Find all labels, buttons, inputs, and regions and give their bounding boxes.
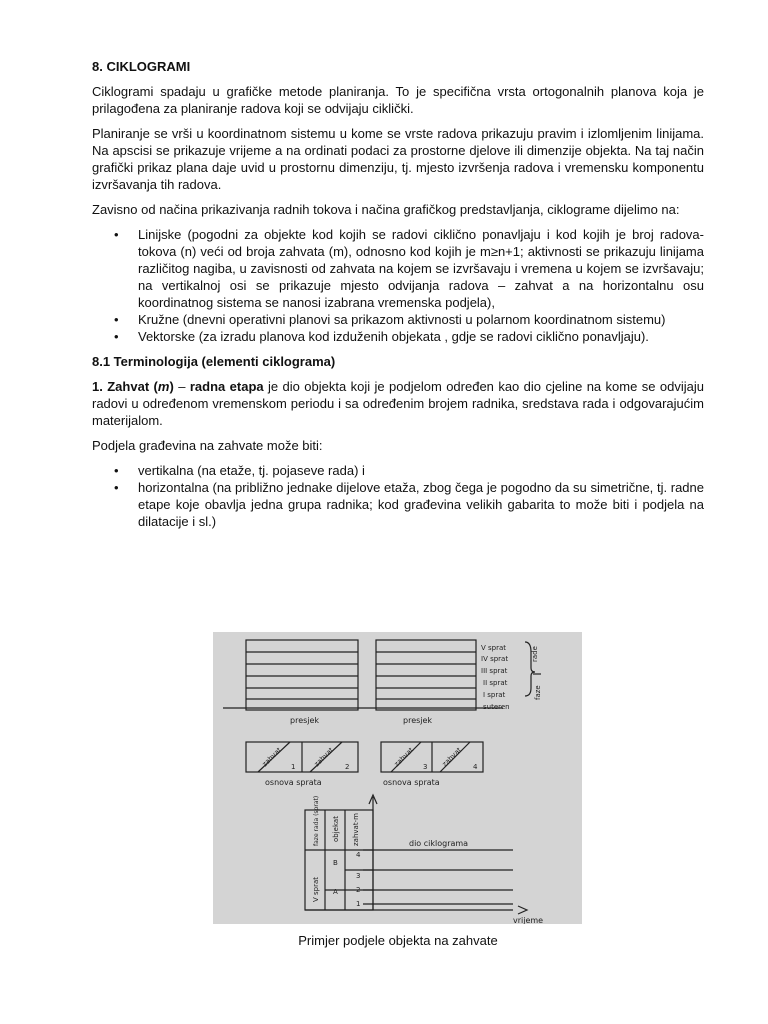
plan-number: 2	[345, 763, 350, 771]
row-number: 3	[356, 872, 361, 880]
osnova-label-right: osnova sprata	[383, 778, 440, 787]
definition-zahvat: 1. Zahvat (m) – radna etapa je dio objekta koji je podjelom određen kao dio cjeline na kome se odvijaju radovi u određenom vremenskom periodu i sa određenim brojem radnika, sredstava rada i odgovarajućim materijalom.	[92, 379, 704, 428]
row-number: 4	[356, 851, 361, 859]
floor-label: III sprat	[481, 667, 508, 675]
zahvat-label: zahvat	[440, 746, 464, 769]
list-item: • Kružne (dnevni operativni planovi sa prikazom aktivnosti u polarnom koordinatnom sistemu)	[114, 312, 666, 327]
zahvat-label: zahvat	[312, 746, 336, 769]
vrijeme-label: vrijeme	[513, 916, 544, 924]
section-heading: 8. CIKLOGRAMI	[92, 59, 191, 74]
faze-label: faze	[534, 685, 542, 700]
subsection-heading: 8.1 Terminologija (elementi ciklograma)	[92, 354, 336, 369]
figure-drawing	[213, 632, 582, 924]
ciklogram-types-list	[92, 226, 704, 345]
presjek-label-left: presjek	[290, 716, 320, 725]
plan-number: 4	[473, 763, 478, 771]
column-header: faze rada (sprat)	[313, 795, 320, 846]
osnova-label-left: osnova sprata	[265, 778, 322, 787]
floor-label: suteren	[483, 703, 510, 711]
zahvat-label: zahvat	[392, 746, 416, 769]
plan-number: 1	[291, 763, 296, 771]
floor-label: V sprat	[481, 644, 507, 652]
floor-label: IV sprat	[481, 655, 509, 663]
presjek-label-right: presjek	[403, 716, 433, 725]
row-number: 2	[356, 886, 361, 894]
list-item: • horizontalna (na približno jednake dijelove etaža, zbog čega je pogodno da su simetrične, tj. radne etape koje obavlja jedna grupa radnika; kod građevina velikih gabarita to može biti i podjela na dilatacije i sl.)	[114, 480, 704, 529]
list-item: • Linijske (pogodni za objekte kod kojih se radovi ciklično ponavljaju i kod kojih je broj radova-tokova (n) veći od broja zahvata (m), odnosno kod kojih je m≥n+1; aktivnosti se prikazuju linijama različitog nagiba, u zavisnosti od zahvata na kojem se izvršavaju i vremena u kojem se izvršavaju; na vertikalnoj osi se prikazuje mjesto odvijanja radova – zahvat a na horizontalnu osu koordinatnog sistema se nanosi izabrana vremenska podjela),	[114, 227, 704, 310]
paragraph-intro: Ciklogrami spadaju u grafičke metode planiranja. To je specifična vrsta ortogonalnih planova koja je prilagođena za planiranje radova koji se odvijaju ciklički.	[92, 84, 704, 116]
figure-caption: Primjer podjele objekta na zahvate	[298, 933, 498, 948]
list-item: • Vektorske (za izradu planova kod izduženih objekata , gdje se radovi ciklično ponavljaju).	[114, 329, 649, 344]
paragraph-types-intro: Zavisno od načina prikazivanja radnih tokova i načina grafičkog predstavljanja, ciklograme dijelimo na:	[92, 202, 680, 217]
row-number: 1	[356, 900, 361, 908]
object-label: B	[333, 859, 338, 867]
document-body	[92, 58, 704, 538]
floor-label: I sprat	[483, 691, 506, 699]
division-list	[92, 462, 704, 530]
column-header: zahvat-m	[352, 813, 360, 846]
object-label: A	[333, 888, 338, 896]
paragraph-division-intro: Podjela građevina na zahvate može biti:	[92, 438, 323, 453]
division-figure	[213, 632, 582, 924]
list-item: • vertikalna (na etaže, tj. pojaseve rada) i	[114, 463, 365, 478]
paragraph-planning: Planiranje se vrši u koordinatnom sistemu u kome se vrste radova prikazuju pravim i izlomljenim linijama. Na apscisi se prikazuje vrijeme a na ordinati podaci za prostorne djelove ili dimenzije objekta. Na taj način grafički prikaz plana daje uvid u prostornu dimenziju, tj. mjesto izvršenja radova i vremensku komponentu izvršavanja tih radova.	[92, 126, 704, 192]
zahvat-label: zahvat	[260, 746, 284, 769]
sprat-label: V sprat	[312, 876, 320, 902]
column-header: objekat	[332, 816, 340, 842]
rade-label: rade	[531, 646, 539, 662]
chart-title: dio ciklograma	[409, 839, 469, 848]
floor-label: II sprat	[483, 679, 508, 687]
plan-number: 3	[423, 763, 428, 771]
